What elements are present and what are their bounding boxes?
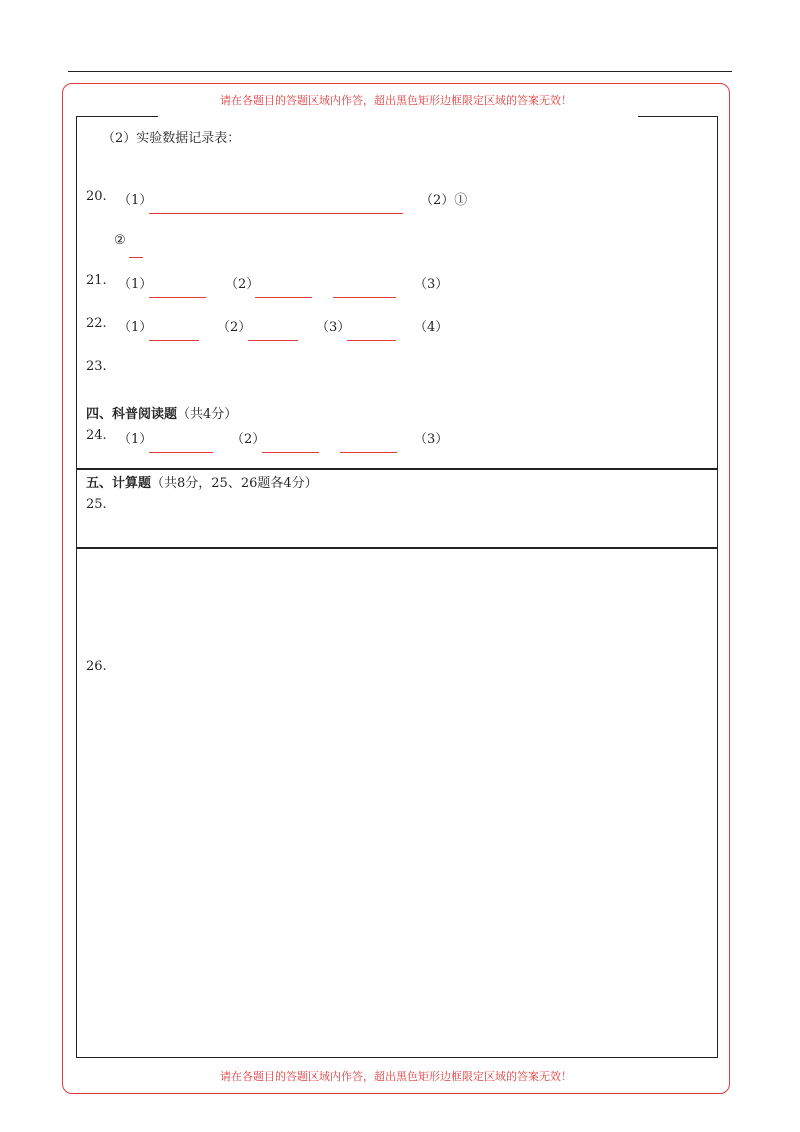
section-5-heading-points: （共8分，25、26题各4分） [151,476,318,491]
q23-number: 23. [86,359,107,374]
q24-part3-label: （3） [414,432,449,447]
section-5-heading [86,472,318,491]
q20-part1-blank[interactable] [149,203,403,218]
q24-part2-blank-a[interactable] [262,442,319,457]
box-top-gap [158,115,638,118]
q21-part2-label: （2） [225,277,260,292]
q22-part3-label: （3） [316,320,351,335]
section-5-heading-main: 五、计算题 [86,476,152,491]
q22-part2-blank[interactable] [248,330,298,345]
notice-bottom: 请在各题目的答题区域内作答，超出黑色矩形边框限定区域的答案无效！ [220,1070,572,1083]
q20-part3-label: ② [114,233,126,248]
q21-part1-label: （1） [118,277,153,292]
q22-part3-blank[interactable] [347,330,396,345]
q26-number: 26. [86,659,107,674]
q22-number: 22. [86,316,107,331]
q24-part2-blank-b[interactable] [340,442,397,457]
header-rule [68,71,732,72]
section-4-heading-main: 四、科普阅读题 [86,407,178,422]
q24-number: 24. [86,428,107,443]
q21-part1-blank[interactable] [149,287,206,302]
item-record-table: （2）实验数据记录表： [102,131,241,146]
q20-number: 20. [86,189,107,204]
notice-top: 请在各题目的答题区域内作答，超出黑色矩形边框限定区域的答案无效！ [220,94,572,107]
q22-part4-label: （4） [414,320,449,335]
q21-part2-blank-a[interactable] [255,287,312,302]
q22-part2-label: （2） [217,320,252,335]
q24-part1-blank[interactable] [149,442,213,457]
q20-part2-label: （2）① [420,193,468,208]
section-4-heading-points: （共4分） [177,407,238,422]
q24-part1-label: （1） [118,432,153,447]
q21-part2-blank-b[interactable] [333,287,396,302]
q22-part1-label: （1） [118,320,153,335]
q20-part1-label: （1） [118,193,153,208]
section-4-heading [86,403,237,422]
answer-box-q26 [76,548,718,1058]
q22-part1-blank[interactable] [149,330,199,345]
q24-part2-label: （2） [231,432,266,447]
q20-part3-blank[interactable] [129,247,143,262]
q21-number: 21. [86,273,107,288]
q25-number: 25. [86,497,107,512]
q21-part3-label: （3） [414,277,449,292]
